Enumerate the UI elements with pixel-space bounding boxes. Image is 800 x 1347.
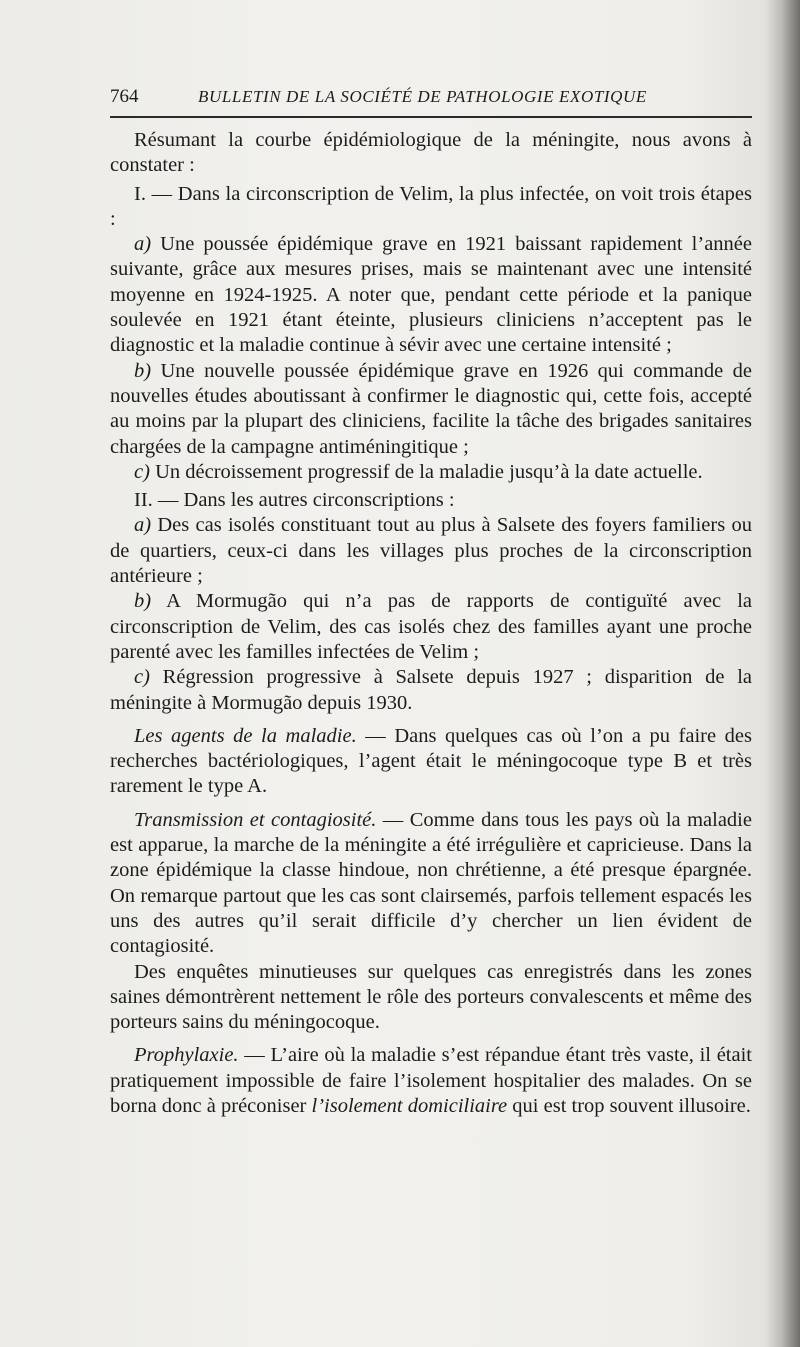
article-body [110, 128, 752, 1119]
paragraph-agents: Les agents de la maladie. — Dans quelques cas où l’on a pu faire des recherches bactériologiques, l’agent était le méningocoque type B et très rarement le type A. [110, 724, 752, 798]
page-header [110, 86, 752, 114]
paragraph-item-i-a: a) Une poussée épidémique grave en 1921 baissant rapidement l’année suivante, grâce aux mesures prises, mais se maintenant avec une intensité moyenne en 1924-1925. A noter que, pendant cette période et la panique soulevée en 1921 étant éteinte, plusieurs cliniciens n’acceptent pas le diagnostic et la maladie continue à sévir avec une certaine intensité ; [110, 233, 752, 357]
paragraph-item-i-b: b) Une nouvelle poussée épidémique grave en 1926 qui commande de nouvelles études aboutissant à confirmer le diagnostic qui, cette fois, accepté au moins par la plupart des cliniciens, facilite la tâche des brigades sanitaires chargées de la campagne antiméningitique ; [110, 359, 752, 458]
page-number: 764 [110, 86, 139, 107]
section-title-transmission: Transmission et contagiosité. [134, 808, 377, 831]
paragraph-prophylaxie: Prophylaxie. — L’aire où la maladie s’est répandue étant très vaste, il était pratiquement impossible de faire l’isolement hospitalier des malades. On se borna donc à préconiser l’isolement domiciliaire qui est trop souvent illusoire. [110, 1044, 752, 1117]
paragraph-item-ii-a: a) Des cas isolés constituant tout au plus à Salsete des foyers familiers ou de quartiers, ceux-ci dans les villages plus proches de la circonscription antérieure ; [110, 514, 752, 588]
paragraph-section-i: I. — Dans la circonscription de Velim, la plus infectée, on voit trois étapes : [110, 182, 752, 230]
page-binding-shadow [766, 0, 800, 1347]
paragraph-transmission: Transmission et contagiosité. — Comme dans tous les pays où la maladie est apparue, la marche de la méningite a été irrégulière et capricieuse. Dans la zone épidémique la classe hindoue, non chrétienne, a été presque épargnée. On remarque partout que les cas sont clairsemés, parfois tellement espacés les uns des autres qu’il serait difficile d’y chercher un lien évident de contagiosité. [110, 808, 752, 958]
section-title-prophylaxie: Prophylaxie. [134, 1044, 239, 1067]
paragraph-enquetes: Des enquêtes minutieuses sur quelques cas enregistrés dans les zones saines démontrèrent nettement le rôle des porteurs convalescents et même des porteurs sains du méningocoque. [110, 960, 752, 1034]
section-title-agents: Les agents de la maladie. [134, 724, 357, 747]
paragraph-item-i-c: c) Un décroissement progressif de la maladie jusqu’à la date actuelle. [134, 460, 703, 483]
header-rule [110, 116, 752, 118]
running-title: BULLETIN DE LA SOCIÉTÉ DE PATHOLOGIE EXOTIQUE [198, 87, 647, 106]
paragraph-item-ii-c: c) Régression progressive à Salsete depuis 1927 ; disparition de la méningite à Mormugão depuis 1930. [110, 666, 752, 714]
paragraph-item-ii-b: b) A Mormugão qui n’a pas de rapports de contiguïté avec la circonscription de Velim, des cas isolés chez des familles ayant une proche parenté avec les familles infectées de Velim ; [110, 590, 752, 663]
paragraph-section-ii: II. — Dans les autres circonscriptions : [134, 489, 455, 512]
paragraph-summary-intro: Résumant la courbe épidémiologique de la méningite, nous avons à constater : [110, 129, 752, 177]
